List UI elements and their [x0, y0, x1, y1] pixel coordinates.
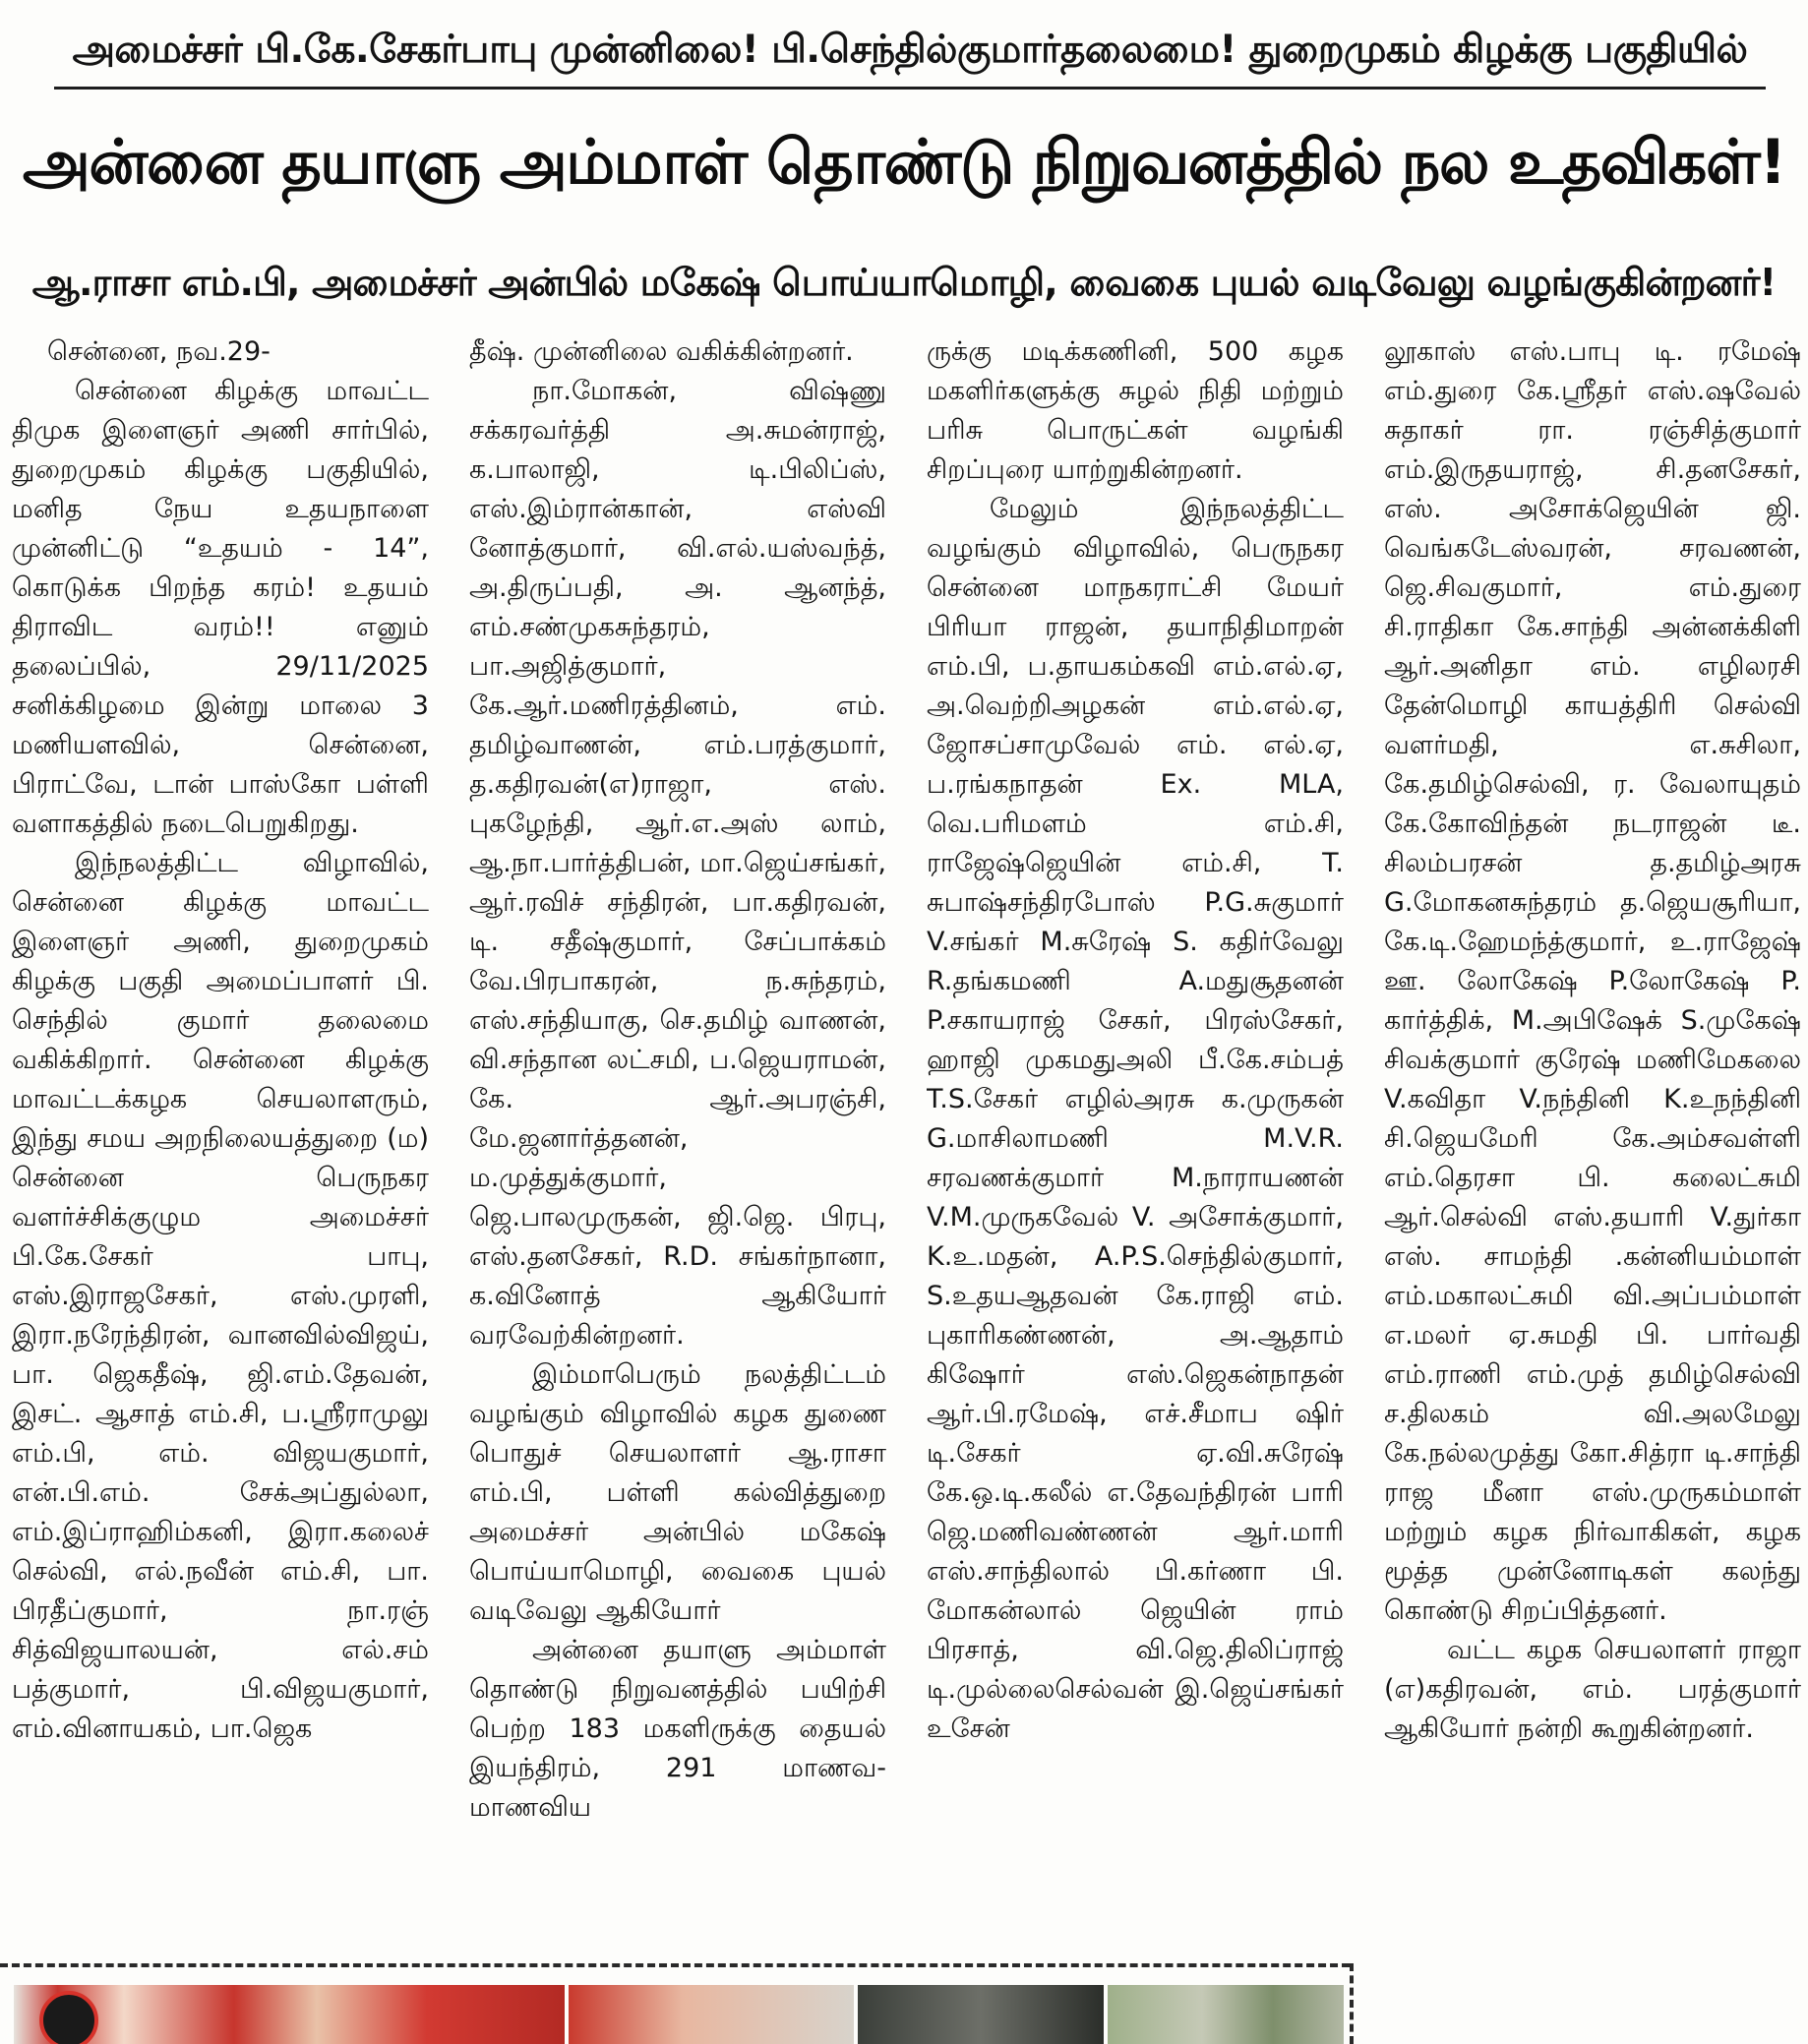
- event-photo: [569, 1985, 854, 2044]
- sub-headline: ஆ.ராசா எம்.பி, அமைச்சர் அன்பில் மகேஷ் பொய்யாமொழி, வைகை புயல் வடிவேலு வழங்குகின்றனர்!: [31, 261, 1777, 304]
- event-photo: [1108, 1985, 1344, 2044]
- paragraph: இந்நலத்திட்ட விழாவில், சென்னை கிழக்கு மாவட்ட இளைஞர் அணி, துறைமுகம் கிழக்கு பகுதி அமைப்பாளர் பி. செந்தில் குமார் தலைமை வகிக்கிறார். சென்னை கிழக்கு மாவட்டக்கழக செயலாளரும், இந்து சமய அறநிலையத்துறை (ம) சென்னை பெருநகர வளர்ச்சிக்குழும அமைச்சர் பி.கே.சேகர் பாபு, எஸ்.இராஜசேகர், எஸ்.முரளி, இரா.நரேந்திரன், வானவில்விஜய், பா. ஜெகதீஷ், ஜி.எம்.தேவன், இசட். ஆசாத் எம்.சி, ப.ஸ்ரீராமுலு எம்.பி, எம். விஜயகுமார், என்.பி.எம். சேக்அப்துல்லா, எம்.இப்ராஹிம்கனி, இரா.கலைச் செல்வி, எல்.நவீன் எம்.சி, பா. பிரதீப்குமார், நா.ரஞ் சித்விஜயாலயன், எல்.சம் பத்குமார், பி.விஜயகுமார், எம்.வினாயகம், பா.ஜெக: [12, 848, 429, 1744]
- kicker-headline: அமைச்சர் பி.கே.சேகர்பாபு முன்னிலை! பி.செந்தில்குமார்தலைமை! துறைமுகம் கிழக்கு பகுதியில்: [54, 18, 1766, 90]
- article-column-2: [469, 332, 886, 1955]
- article-columns: [12, 332, 1800, 1955]
- dashed-divider: [1350, 1963, 1354, 2044]
- paragraph: வட்ட கழக செயலாளர் ராஜா (எ)கதிரவன், எம். பரத்குமார் ஆகியோர் நன்றி கூறுகின்றனர்.: [1384, 1635, 1801, 1744]
- event-photo: [14, 1985, 565, 2044]
- party-emblem-icon: [39, 1991, 98, 2044]
- event-photo: [858, 1985, 1104, 2044]
- article-column-4: [1384, 332, 1801, 2044]
- paragraph: தீஷ். முன்னிலை வகிக்கின்றனர்.: [469, 336, 854, 367]
- paragraph: இம்மாபெரும் நலத்திட்டம் வழங்கும் விழாவில் கழக துணை பொதுச் செயலாளர் ஆ.ராசா எம்.பி, பள்ளி கல்வித்துறை அமைச்சர் அன்பில் மகேஷ் பொய்யாமொழி, வைகை புயல் வடிவேலு ஆகியோர்: [469, 1359, 886, 1626]
- paragraph: மேலும் இந்நலத்திட்ட வழங்கும் விழாவில், பெருநகர சென்னை மாநகராட்சி மேயர் பிரியா ராஜன், தயாநிதிமாறன் எம்.பி, ப.தாயகம்கவி எம்.எல்.ஏ, அ.வெற்றிஅழகன் எம்.எல்.ஏ, ஜோசப்சாமுவேல் எம். எல்.ஏ, ப.ரங்கநாதன் Ex. MLA, வெ.பரிமளம் எம்.சி, ராஜேஷ்ஜெயின் எம்.சி, T. சுபாஷ்சந்திரபோஸ் P.G.சுகுமார் V.சங்கர் M.சுரேஷ் S. கதிர்வேலு R.தங்கமணி A.மதுசூதனன் P.சகாயராஜ் சேகர், பிரஸ்சேகர், ஹாஜி முகமதுஅலி பீ.கே.சம்பத் T.S.சேகர் எழில்அரசு க.முருகன் G.மாசிலாமணி M.V.R. சரவணக்குமார் M.நாராயணன் V.M.முருகவேல் V. அசோக்குமார், K.உ.மதன், A.P.S.செந்தில்குமார், S.உதயஆதவன் கே.ராஜி எம். புகாரிகண்ணன், அ.ஆதாம் கிஷோர் எஸ்.ஜெகன்நாதன் ஆர்.பி.ரமேஷ், எச்.சீமாப ஷிர் டி.சேகர் ஏ.வி.சுரேஷ் கே.ஒ.டி.கலீல் எ.தேவந்திரன் பாரி ஜெ.மணிவண்ணன் ஆர்.மாரி எஸ்.சாந்திலால் பி.கர்ணா பி. மோகன்லால் ஜெயின் ராம் பிரசாத், வி.ஜெ.திலிப்ராஜ் டி.முல்லைசெல்வன் இ.ஜெய்சங்கர் உசேன்: [927, 494, 1344, 1744]
- article-column-1: [12, 332, 429, 1955]
- main-headline: அன்னை தயாளு அம்மாள் தொண்டு நிறுவனத்தில் நல உதவிகள்!: [22, 126, 1786, 198]
- paragraph: நா.மோகன், விஷ்ணு சக்கரவர்த்தி அ.சுமன்ராஜ், க.பாலாஜி, டி.பிலிப்ஸ், எஸ்.இம்ரான்கான், எஸ்வி னோத்குமார், வி.எல்.யஸ்வந்த், அ.திருப்பதி, அ. ஆனந்த், எம்.சண்முகசுந்தரம், பா.அஜித்குமார், கே.ஆர்.மணிரத்தினம், எம். தமிழ்வாணன், எம்.பரத்குமார், த.கதிரவன்(எ)ராஜா, எஸ். புகழேந்தி, ஆர்.எ.அஸ் லாம், ஆ.நா.பார்த்திபன், மா.ஜெய்சங்கர், ஆர்.ரவிச் சந்திரன், பா.கதிரவன், டி. சதீஷ்குமார், சேப்பாக்கம் வே.பிரபாகரன், ந.சுந்தரம், எஸ்.சந்தியாகு, செ.தமிழ் வாணன், வி.சந்தான லட்சமி, ப.ஜெயராமன், கே. ஆர்.அபரஞ்சி, மே.ஜனார்த்தனன், ம.முத்துக்குமார், ஜெ.பாலமுருகன், ஜி.ஜெ. பிரபு, எஸ்.தனசேகர், R.D. சங்கர்நானா, க.வினோத் ஆகியோர் வரவேற்கின்றனர்.: [469, 376, 886, 1351]
- paragraph: ருக்கு மடிக்கணினி, 500 கழக மகளிர்களுக்கு சுழல் நிதி மற்றும் பரிசு பொருட்கள் வழங்கி சிறப்புரை யாற்றுகின்றனர்.: [927, 336, 1344, 485]
- paragraph: லூகாஸ் எஸ்.பாபு டி. ரமேஷ் எம்.துரை கே.ஸ்ரீதர் எஸ்.ஷவேல் சுதாகர் ரா. ரஞ்சித்குமார் எம்.இருதயராஜ், சி.தனசேகர், எஸ். அசோக்ஜெயின் ஜி. வெங்கடேஸ்வரன், சரவணன், ஜெ.சிவகுமார், எம்.துரை சி.ராதிகா கே.சாந்தி அன்னக்கிளி ஆர்.அனிதா எம். எழிலரசி தேன்மொழி காயத்திரி செல்வி வளர்மதி, எ.சுசிலா, கே.தமிழ்செல்வி, ர. வேலாயுதம் கே.கோவிந்தன் நடராஜன் டீ. சிலம்பரசன் த.தமிழ்அரசு G.மோகனசுந்தரம் த.ஜெயசூரியா, கே.டி.ஹேமந்த்குமார், உ.ராஜேஷ் ஊ. லோகேஷ் P.லோகேஷ் P. கார்த்திக், M.அபிஷேக் S.முகேஷ் சிவக்குமார் குரேஷ் மணிமேகலை V.கவிதா V.நந்தினி K.உநந்தினி சி.ஜெயமேரி கே.அம்சவள்ளி எம்.தெரசா பி. கலைட்சுமி ஆர்.செல்வி எஸ்.தயாரி V.துர்கா எஸ். சாமந்தி .கன்னியம்மாள் எம்.மகாலட்சுமி வி.அப்பம்மாள் எ.மலர் ஏ.சுமதி பி. பார்வதி எம்.ராணி எம்.முத் தமிழ்செல்வி ச.திலகம் வி.அலமேலு கே.நல்லமுத்து கோ.சித்ரா டி.சாந்தி ராஜ மீனா எஸ்.முருகம்மாள் மற்றும் கழக நிர்வாகிகள், கழக மூத்த முன்னோடிகள் கலந்து கொண்டு சிறப்பித்தனர்.: [1384, 336, 1801, 1626]
- paragraph: அன்னை தயாளு அம்மாள் தொண்டு நிறுவனத்தில் பயிற்சி பெற்ற 183 மகளிருக்கு தையல் இயந்திரம், 291 மாணவ-மாணவிய: [469, 1635, 886, 1823]
- photo-strip: [0, 1963, 1350, 2044]
- dateline: சென்னை, நவ.29-: [47, 336, 271, 367]
- article-column-3: [927, 332, 1344, 1955]
- paragraph: சென்னை கிழக்கு மாவட்ட திமுக இளைஞர் அணி சார்பில், துறைமுகம் கிழக்கு பகுதியில், மனித நேய உதயநாளை முன்னிட்டு “உதயம் - 14”, கொடுக்க பிறந்த கரம்! உதயம் திராவிட வரம்!! எனும் தலைப்பில், 29/11/2025 சனிக்கிழமை இன்று மாலை 3 மணியளவில், சென்னை, பிராட்வே, டான் பாஸ்கோ பள்ளி வளாகத்தில் நடைபெறுகிறது.: [12, 376, 429, 839]
